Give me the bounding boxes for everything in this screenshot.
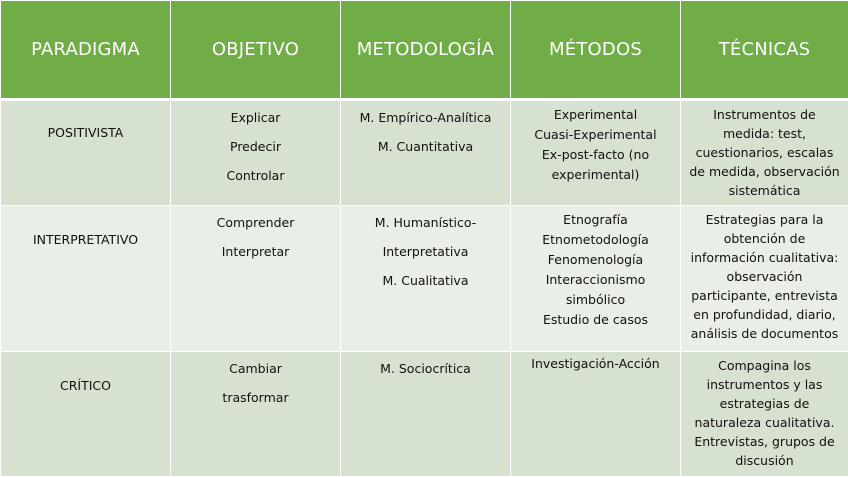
paradigma-label: INTERPRETATIVO <box>32 232 139 248</box>
cell-tecnicas <box>681 351 848 476</box>
cell-metodologia <box>341 206 511 351</box>
header-objetivo: OBJETIVO <box>171 1 341 100</box>
metodo-item: Etnografía <box>563 212 628 228</box>
header-tecnicas: TÉCNICAS <box>681 1 848 100</box>
cell-objetivo <box>171 206 341 351</box>
metodologia-item: M. Humanístico- <box>374 215 477 231</box>
metodologia-item: M. Cualitativa <box>382 273 469 289</box>
cell-paradigma <box>1 206 171 351</box>
metodo-item: Etnometodología <box>542 232 649 248</box>
cell-metodologia <box>341 100 511 206</box>
cell-tecnicas <box>681 100 848 206</box>
cell-paradigma <box>1 351 171 476</box>
metodologia-item: Interpretativa <box>382 244 469 260</box>
table-row <box>1 100 848 206</box>
table-row <box>1 206 848 351</box>
cell-metodos <box>511 206 681 351</box>
metodologia-item: M. Cuantitativa <box>377 139 474 154</box>
metodo-item: Experimental <box>553 107 638 122</box>
header-paradigma: PARADIGMA <box>1 1 171 100</box>
cell-metodos <box>511 100 681 206</box>
tecnicas-text: Instrumentos de medida: test, cuestionarios, escalas de medida, observación sistemática <box>689 107 840 198</box>
paradigma-label: POSITIVISTA <box>47 125 124 140</box>
objetivo-item: Predecir <box>230 139 281 154</box>
metodo-item: Interaccionismo <box>545 272 646 288</box>
objetivo-item: Cambiar <box>229 360 282 376</box>
cell-objetivo <box>171 351 341 476</box>
metodo-item: simbólico <box>565 292 626 308</box>
objetivo-item: trasformar <box>222 389 289 405</box>
table-row <box>1 351 848 476</box>
header-metodos: MÉTODOS <box>511 1 681 100</box>
metodo-item: Fenomenología <box>547 252 644 268</box>
header-row <box>1 1 848 100</box>
objetivo-item: Controlar <box>226 168 285 183</box>
objetivo-item: Interpretar <box>221 244 290 260</box>
metodo-item: Ex-post-facto (no <box>541 147 650 162</box>
metodo-item: Cuasi-Experimental <box>534 127 657 142</box>
cell-objetivo <box>171 100 341 206</box>
metodo-item: Investigación-Acción <box>531 355 660 371</box>
paradigma-label: CRÍTICO <box>60 377 111 393</box>
header-metodologia: METODOLOGÍA <box>341 1 511 100</box>
metodo-item: experimental) <box>551 167 640 182</box>
metodologia-item: M. Sociocrítica <box>380 360 471 376</box>
metodo-item: Estudio de casos <box>542 312 649 328</box>
cell-metodos <box>511 351 681 476</box>
objetivo-item: Explicar <box>230 110 281 125</box>
metodologia-item: M. Empírico-Analítica <box>359 110 492 125</box>
tecnicas-text: Compagina los instrumentos y las estrategias de naturaleza cualitativa. Entrevistas, grupos de discusión <box>694 357 835 468</box>
cell-metodologia <box>341 351 511 476</box>
objetivo-item: Comprender <box>216 215 295 231</box>
cell-tecnicas <box>681 206 848 351</box>
tecnicas-text: Estrategias para la obtención de información cualitativa: observación participante, entrevista en profundidad, diario, análisis de documentos <box>690 212 839 342</box>
cell-paradigma <box>1 100 171 206</box>
